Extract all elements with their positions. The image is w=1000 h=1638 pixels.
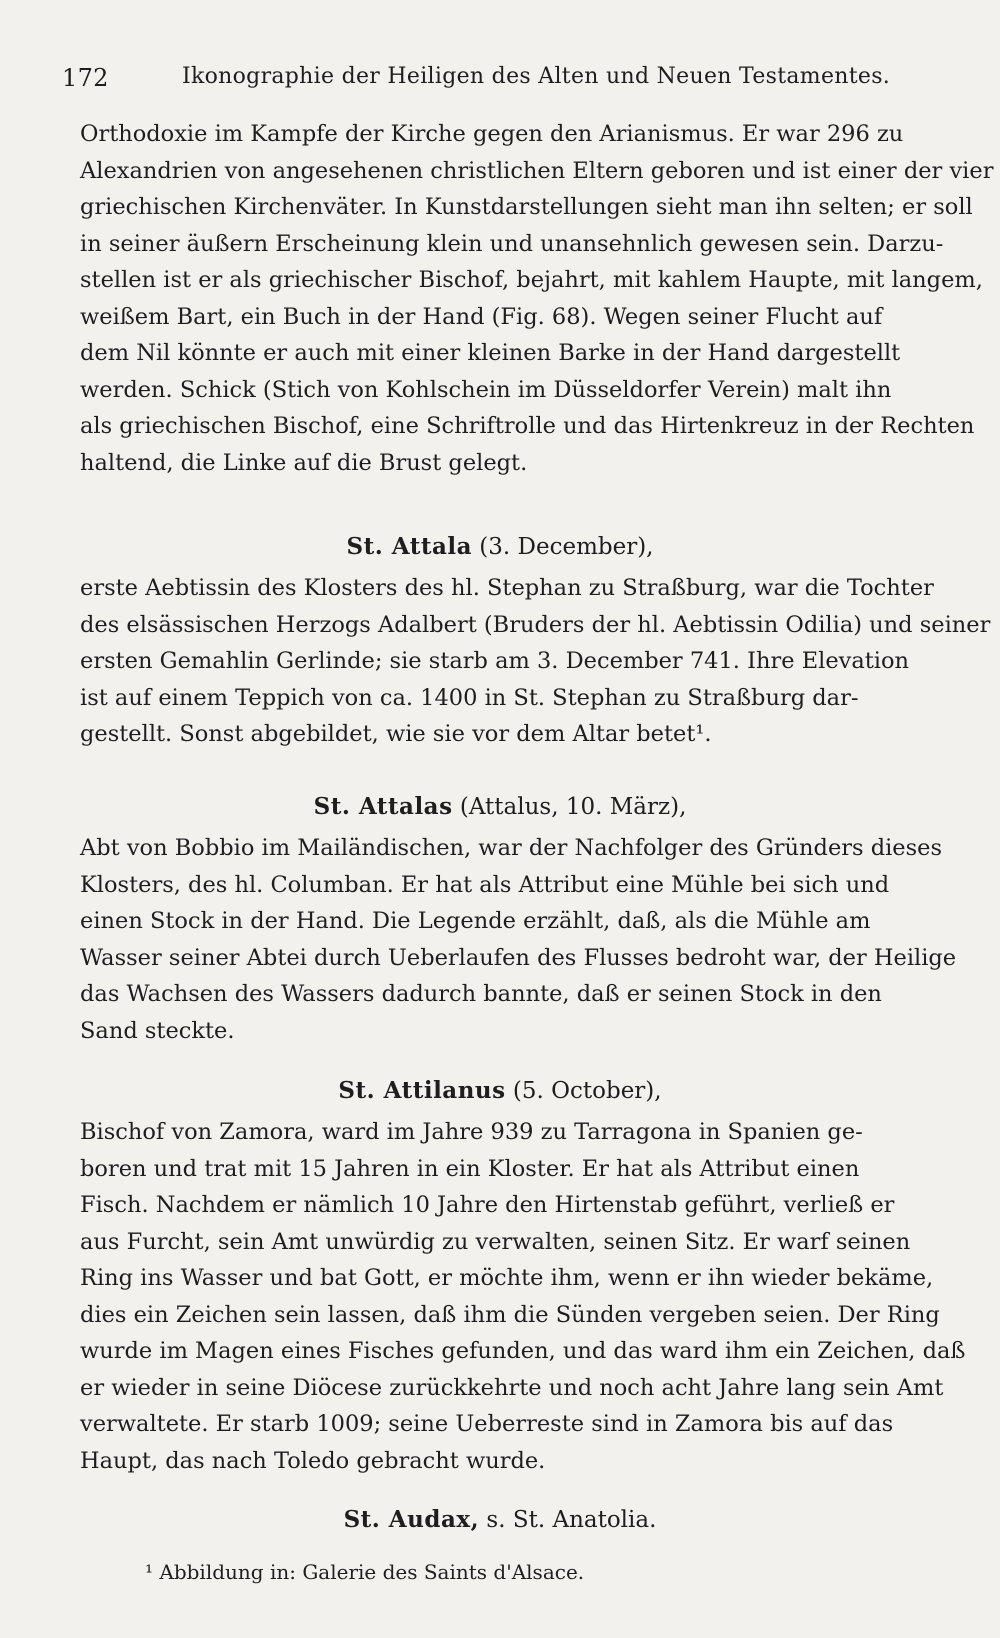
page-number: 172 xyxy=(62,64,109,92)
footnote: ¹ Abbildung in: Galerie des Saints d'Alsace. xyxy=(145,1560,585,1584)
entry-body-attala xyxy=(80,570,991,753)
entry-body-attalas xyxy=(80,830,970,1049)
text-line: er wieder in seine Diöcese zurückkehrte und noch acht Jahre lang sein Amt xyxy=(80,1374,944,1401)
text-line: stellen ist er als griechischer Bischof, bejahrt, mit kahlem Haupte, mit langem, xyxy=(80,267,983,293)
entry-heading-attala xyxy=(0,533,1000,560)
text-line: in seiner äußern Erscheinung klein und unansehnlich gewesen sein. Darzu- xyxy=(80,230,944,257)
text-line: das Wachsen des Wassers dadurch bannte, daß er seinen Stock in den xyxy=(80,981,882,1007)
text-line: dem Nil könnte er auch mit einer kleinen Barke in der Hand dargestellt xyxy=(80,340,901,366)
entry-name: St. Attilanus xyxy=(338,1077,506,1104)
text-line: einen Stock in der Hand. Die Legende erzählt, daß, als die Mühle am xyxy=(80,908,871,934)
text-line: werden. Schick (Stich von Kohlschein im Düsseldorfer Verein) malt ihn xyxy=(80,376,892,403)
entry-name: St. Attalas xyxy=(313,793,453,820)
text-line: Ring ins Wasser und bat Gott, er möchte ihm, wenn er ihn wieder bekäme, xyxy=(80,1265,934,1291)
text-line: weißem Bart, ein Buch in der Hand (Fig. 68). Wegen seiner Flucht auf xyxy=(80,303,883,330)
text-line: Klosters, des hl. Columban. Er hat als Attribut eine Mühle bei sich und xyxy=(80,871,890,898)
text-line: Alexandrien von angesehenen christlichen Eltern geboren und ist einer der vier xyxy=(80,157,994,184)
text-line: verwaltete. Er starb 1009; seine Ueberreste sind in Zamora bis auf das xyxy=(80,1411,894,1437)
page-header xyxy=(62,58,942,98)
entry-date: (5. October), xyxy=(512,1078,662,1104)
text-line: erste Aebtissin des Klosters des hl. Stephan zu Straßburg, war die Tochter xyxy=(80,575,934,601)
entry-heading-audax xyxy=(0,1506,1000,1533)
text-line: Bischof von Zamora, ward im Jahre 939 zu Tarragona in Spanien ge- xyxy=(80,1119,863,1145)
text-line: boren und trat mit 15 Jahren in ein Kloster. Er hat als Attribut einen xyxy=(80,1155,860,1182)
entry-date: s. St. Anatolia. xyxy=(486,1507,657,1533)
text-line: gestellt. Sonst abgebildet, wie sie vor dem Altar betet¹. xyxy=(80,721,712,747)
entry-date: (Attalus, 10. März), xyxy=(459,794,687,820)
text-line: haltend, die Linke auf die Brust gelegt. xyxy=(80,449,528,476)
entry-heading-attilanus xyxy=(0,1077,1000,1104)
paragraph-athanasius xyxy=(80,116,994,481)
entry-body-attilanus xyxy=(80,1114,970,1479)
text-line: wurde im Magen eines Fisches gefunden, und das ward ihm ein Zeichen, daß xyxy=(80,1338,966,1364)
text-line: als griechischen Bischof, eine Schriftrolle und das Hirtenkreuz in der Rechten xyxy=(80,413,975,439)
text-line: dies ein Zeichen sein lassen, daß ihm die Sünden vergeben seien. Der Ring xyxy=(80,1301,940,1328)
text-line: Sand steckte. xyxy=(80,1017,235,1044)
text-line: Haupt, das nach Toledo gebracht wurde. xyxy=(80,1447,546,1474)
entry-name: St. Audax, xyxy=(343,1506,480,1533)
text-line: ist auf einem Teppich von ca. 1400 in St. Stephan zu Straßburg dar- xyxy=(80,684,859,711)
text-line: Fisch. Nachdem er nämlich 10 Jahre den Hirtenstab geführt, verließ er xyxy=(80,1192,895,1218)
text-line: ersten Gemahlin Gerlinde; sie starb am 3. December 741. Ihre Elevation xyxy=(80,648,910,674)
entry-name: St. Attala xyxy=(346,533,472,560)
text-line: Wasser seiner Abtei durch Ueberlaufen des Flusses bedroht war, der Heilige xyxy=(80,944,957,971)
entry-date: (3. December), xyxy=(479,534,654,560)
text-line: des elsässischen Herzogs Adalbert (Bruders der hl. Aebtissin Odilia) und seiner xyxy=(80,611,991,638)
text-line: aus Furcht, sein Amt unwürdig zu verwalten, seinen Sitz. Er warf seinen xyxy=(80,1228,911,1255)
text-line: Orthodoxie im Kampfe der Kirche gegen den Arianismus. Er war 296 zu xyxy=(80,121,904,147)
text-line: griechischen Kirchenväter. In Kunstdarstellungen sieht man ihn selten; er soll xyxy=(80,194,973,220)
running-title: Ikonographie der Heiligen des Alten und Neuen Testamentes. xyxy=(182,64,891,89)
text-line: Abt von Bobbio im Mailändischen, war der Nachfolger des Gründers dieses xyxy=(80,835,943,861)
entry-heading-attalas xyxy=(0,793,1000,820)
